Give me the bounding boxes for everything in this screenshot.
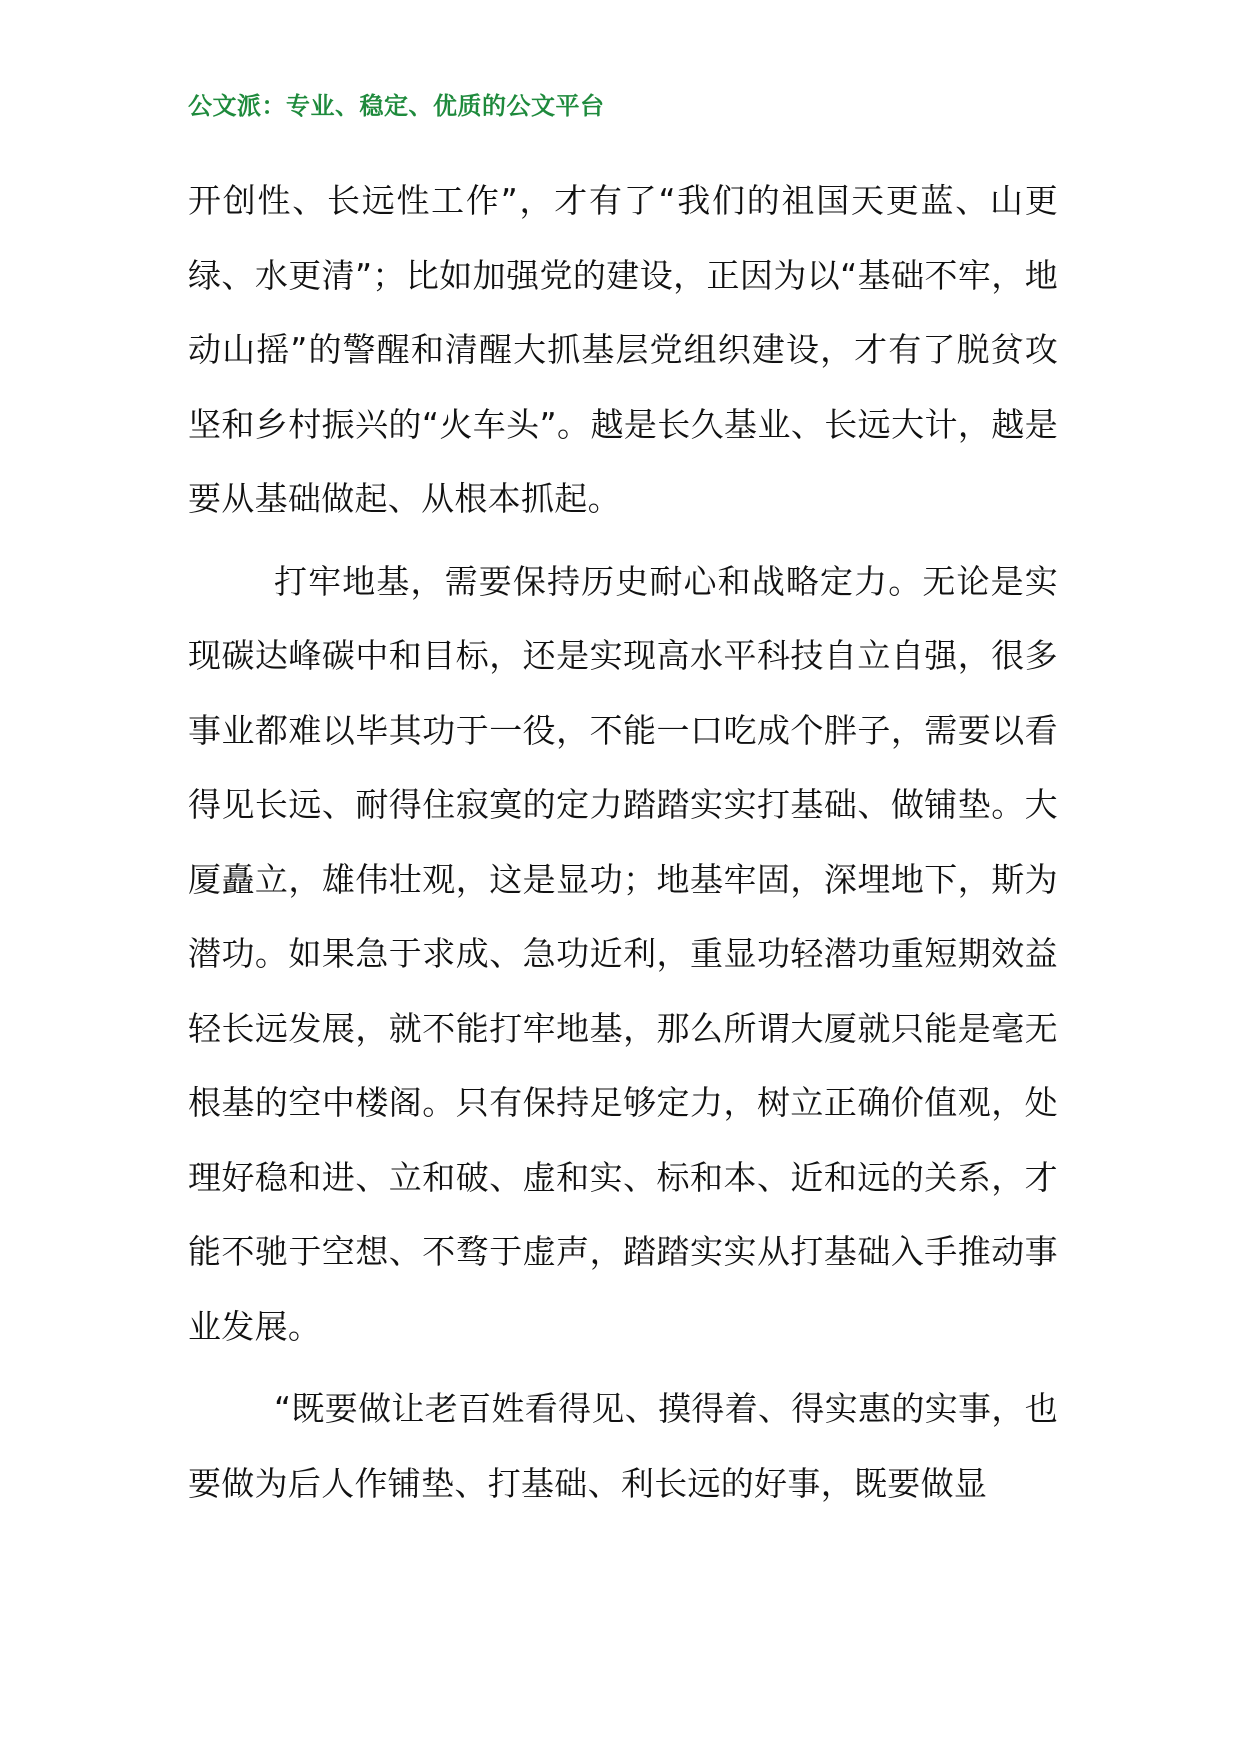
header-banner: 公文派：专业、稳定、优质的公文平台	[188, 91, 605, 120]
document-body	[188, 164, 1058, 1521]
paragraph-2: 打牢地基，需要保持历史耐心和战略定力。无论是实现碳达峰碳中和目标，还是实现高水平科技自立自强，很多事业都难以毕其功于一役，不能一口吃成个胖子，需要以看得见长远、耐得住寂寞的定力踏踏实实打基础、做铺垫。大厦矗立，雄伟壮观，这是显功；地基牢固，深埋地下，斯为潜功。如果急于求成、急功近利，重显功轻潜功重短期效益轻长远发展，就不能打牢地基，那么所谓大厦就只能是毫无根基的空中楼阁。只有保持足够定力，树立正确价值观，处理好稳和进、立和破、虚和实、标和本、近和远的关系，才能不驰于空想、不骛于虚声，踏踏实实从打基础入手推动事业发展。	[188, 561, 1058, 1346]
paragraph-1: 开创性、长远性工作”，才有了“我们的祖国天更蓝、山更绿、水更清”；比如加强党的建设，正因为以“基础不牢，地动山摇”的警醒和清醒大抓基层党组织建设，才有了脱贫攻坚和乡村振兴的“火车头”。越是长久基业、长远大计，越是要从基础做起、从根本抓起。	[188, 181, 1058, 518]
paragraph-3: “既要做让老百姓看得见、摸得着、得实惠的实事，也要做为后人作铺垫、打基础、利长远的好事，既要做显	[188, 1389, 1058, 1503]
